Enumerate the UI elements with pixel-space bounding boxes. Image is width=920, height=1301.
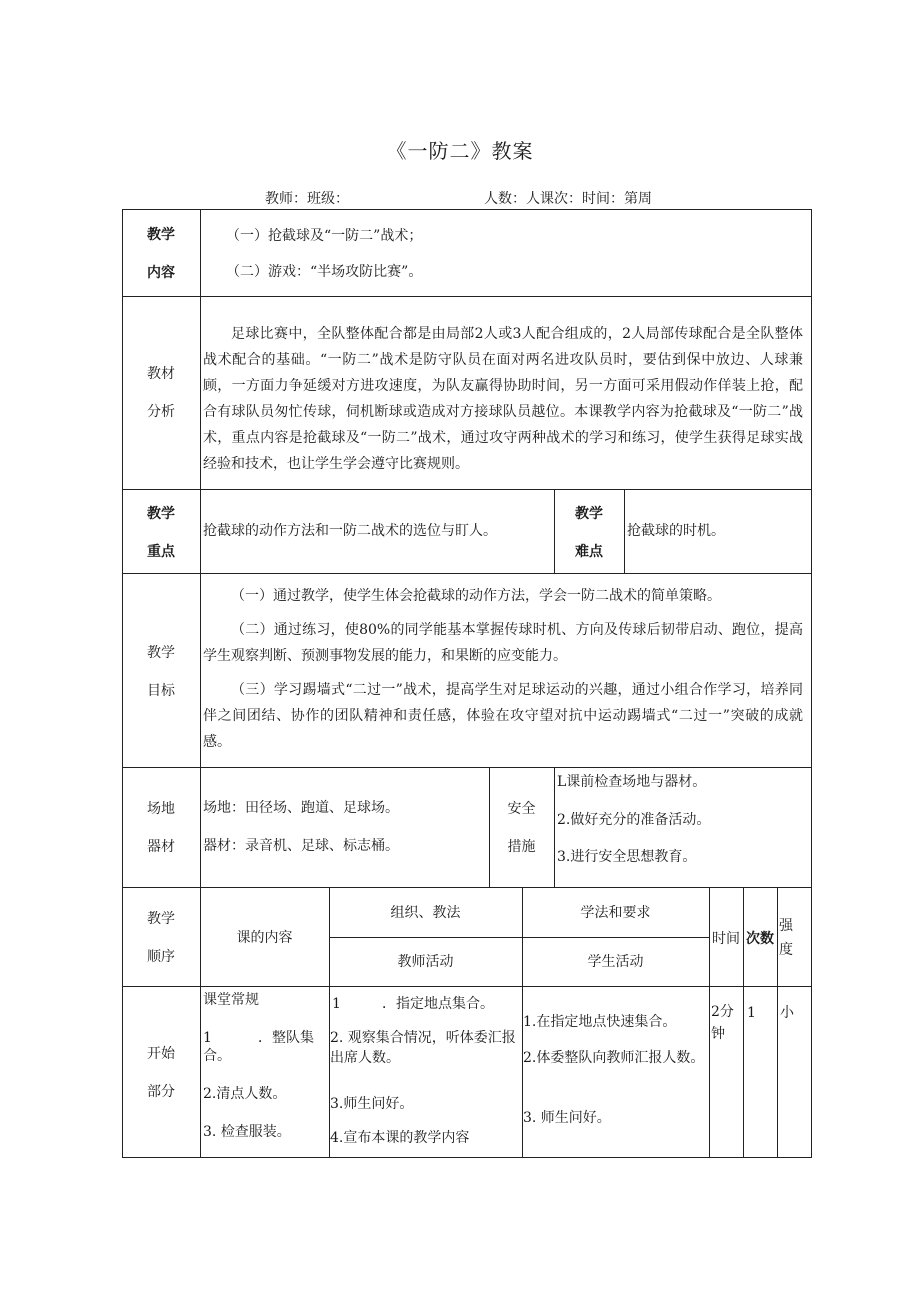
analysis-label: 教材 分析 [147,366,175,420]
header-student-activity: 学生活动 [587,954,644,970]
header-intensity: 强 度 [779,918,793,958]
difficulty-text: 抢截球的时机。 [627,523,725,539]
safety-item-3: 3.进行安全思想教育。 [557,849,697,865]
safety-item-2: 2.做好充分的准备活动。 [557,812,711,828]
student-activity-1: 1.在指定地点快速集合。 [523,1014,677,1030]
col-divider [200,209,201,1158]
venue-label: 场地 器材 [147,801,175,855]
col-divider [709,887,710,1158]
content-label: 教学 内容 [147,227,175,281]
header-learning-method: 学法和要求 [580,905,651,921]
start-content-2: 2.清点人数。 [203,1086,287,1102]
teacher-activity-2: 2. 观察集合情况，听体委汇报出席人数。 [330,1030,516,1066]
teacher-activity-3: 3.师生问好。 [330,1096,414,1112]
header-organization: 组织、教法 [390,905,461,921]
row-divider [329,937,709,938]
info-count-time: 人数：人课次：时间：第周 [484,191,652,207]
content-line-1: （一）抢截球及“一防二”战术； [226,228,423,244]
start-content-3: 3. 检查服装。 [203,1124,291,1140]
row-divider [122,573,812,574]
row-divider [122,767,812,768]
start-content-title: 课堂常规 [203,992,259,1008]
safety-label: 安全 措施 [507,801,536,855]
venue-equipment: 器材：录音机、足球、标志桶。 [203,838,399,854]
teacher-activity-1-text: ．指定地点集合。 [382,996,494,1012]
safety-item-1: L课前检查场地与器材。 [557,774,707,790]
header-time: 时间 [712,931,740,947]
start-count: 1 [747,1005,756,1021]
order-label: 教学 顺序 [147,911,175,965]
teacher-activity-1-num: 1 [332,996,341,1012]
col-divider [329,887,330,1158]
key-label: 教学 重点 [147,506,175,560]
analysis-text: 足球比赛中，全队整体配合都是由局部2人或3人配合组成的，2人局部传球配合是全队整体战术配合的基础。“一防二”战术是防守队员在面对两名进攻队员时，要估到保中放边、人球兼顾，一方面力争延缓对方进攻速度，为队友赢得协助时间，另一方面可采用假动作佯装上抢，配合有球队员匆忙传球，伺机断球或造成对方接球队员越位。本课教学内容为抢截球及“一防二”战术，重点内容是抢截球及“一防二”战术，通过攻守两种战术的学习和练习，使学生获得足球实战经验和技术，也让学生学会遵守比赛规则。 [203,326,803,472]
row-divider [122,489,812,490]
start-intensity: 小 [780,1005,794,1021]
start-content-1-text: ．整队集 [258,1030,314,1046]
key-text: 抢截球的动作方法和一防二战术的选位与盯人。 [203,523,497,539]
start-time: 2分钟 [711,1004,734,1042]
difficulty-label: 教学 难点 [575,506,603,560]
goals-text: （一）通过教学，使学生体会抢截球的动作方法，学会一防二战术的简单策略。 （二）通过练习，使80%的同学能基本掌握传球时机、方向及传球后韧带启动、跑位，提高学生观察判断、预测事物发展的能力，和果断的应变能力。 （三）学习踢墙式“二过一”战术，提高学生对足球运动的兴趣，通过小组合作学习，培养同伴之间团结、协作的团队精神和责任感，体验在攻守望对抗中运动踢墙式“二过一”突破的成就感。 [203,588,803,750]
col-divider [777,887,778,1158]
student-activity-3: 3. 师生问好。 [523,1110,611,1126]
col-divider [743,887,744,1158]
row-divider [122,296,812,297]
goals-label: 教学 目标 [147,645,175,699]
info-teacher-class: 教师：班级： [265,191,349,207]
teacher-activity-4: 4.宣布本课的教学内容 [330,1130,470,1146]
col-divider [554,767,555,887]
header-count: 次数 [746,931,774,947]
col-divider [624,489,625,573]
header-lesson-content: 课的内容 [236,930,293,946]
student-activity-2: 2.体委整队向教师汇报人数。 [523,1050,705,1066]
start-content-1-cont: 合。 [203,1048,231,1064]
start-content-1-num: 1 [203,1030,212,1046]
header-teacher-activity: 教师活动 [397,954,454,970]
page-title: 《一防二》教案 [386,139,534,163]
start-label: 开始 部分 [147,1046,175,1100]
venue-site: 场地：田径场、跑道、足球场。 [203,800,399,816]
content-line-2: （二）游戏：“半场攻防比赛”。 [226,264,423,280]
